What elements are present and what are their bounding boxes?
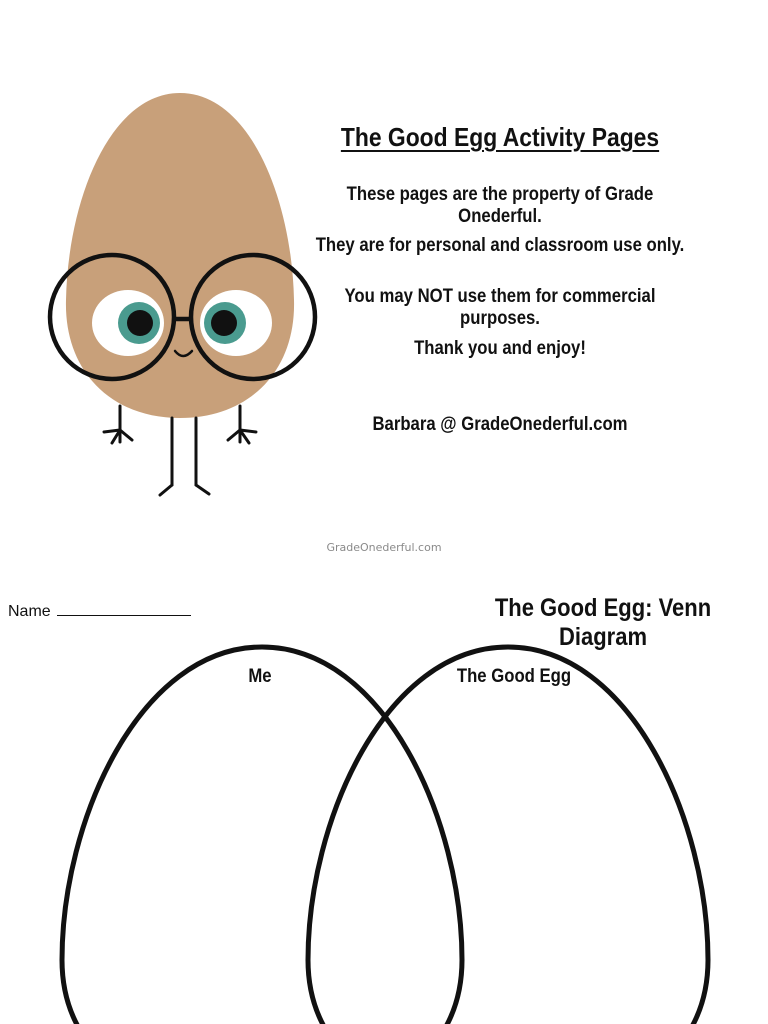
- cover-title: The Good Egg Activity Pages: [340, 122, 660, 152]
- cover-line-2: They are for personal and classroom use only.: [315, 235, 685, 256]
- watermark: GradeOnederful.com: [326, 541, 442, 554]
- venn-egg-left: [62, 647, 462, 1024]
- venn-label-me: Me: [248, 666, 272, 687]
- venn-egg-right: [308, 647, 708, 1024]
- cover-line-3: You may NOT use them for commercial purposes.: [344, 286, 656, 329]
- name-field[interactable]: [8, 601, 191, 621]
- name-blank-line[interactable]: [57, 601, 191, 616]
- name-label: Name: [8, 603, 51, 620]
- cover-signature: Barbara @ GradeOnederful.com: [372, 414, 628, 435]
- cover-line-4: Thank you and enjoy!: [414, 338, 586, 359]
- venn-label-good-egg: The Good Egg: [456, 666, 572, 687]
- cover-line-1: These pages are the property of Grade Onederful.: [346, 184, 654, 227]
- venn-title: The Good Egg: Venn Diagram: [494, 594, 712, 651]
